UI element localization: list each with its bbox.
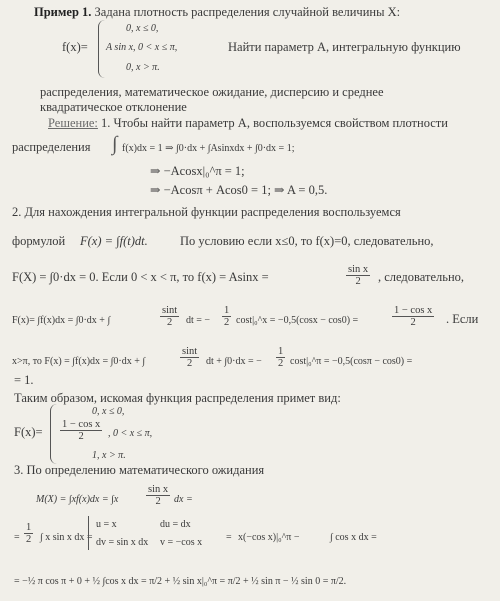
fraction-half: $\frac{1}{2}$ — [26, 522, 32, 545]
step2-line-4a: F(x)= ∫f(x)dx = ∫0·dx + ∫ — [12, 315, 111, 326]
step2-line-5b: dt + ∫0·dx = − — [206, 356, 262, 367]
task-line-3: квадратическое отклонение — [40, 100, 187, 114]
density-case-2: A sin x, 0 < x ≤ π, — [106, 42, 178, 53]
sub-v: v = −cos x — [160, 537, 203, 548]
solution-step1-intro — [48, 116, 448, 131]
example-statement: Задана плотность распределения случайной величины Х: — [94, 5, 401, 19]
example-heading — [34, 5, 400, 20]
step3-line-1: 3. По определению математического ожидания — [14, 463, 265, 477]
fraction-sint-over-2-b: $\frac{\sin t}{2}$ — [182, 346, 198, 369]
task-line-1: Найти параметр А, интегральную функцию — [228, 40, 461, 54]
fraction-sinx-over-2-m: $\frac{\text{sin x}}{2}$ — [148, 484, 169, 507]
step2-line-3b: , следовательно, — [378, 270, 465, 284]
step1-intro-text: 1. Чтобы найти параметр А, воспользуемся свойством плотности — [101, 116, 448, 130]
cdf-fraction: $\frac{\text{1 − cos x}}{2}$ — [62, 419, 101, 442]
task-line-2: распределения, математическое ожидание, дисперсию и среднее — [40, 85, 384, 99]
step3-line-4: = −½ π cos π + 0 + ½ ∫cos x dx = π/2 + ½ sin x|₀^π = π/2 + ½ sin π − ½ sin 0 = π/2. — [14, 576, 347, 587]
example-label: Пример 1. — [34, 5, 92, 19]
step2-line-2a: формулой — [12, 234, 66, 248]
step3-line-2b: dx = — [174, 494, 193, 505]
step2-line-2c: По условию если x≤0, то f(x)=0, следовательно, — [180, 234, 434, 248]
cdf-brace — [50, 404, 57, 464]
fraction-1-over-2-b: $\frac{1}{2}$ — [278, 346, 284, 369]
step2-line-5c: cost|₀^π = −0,5(cosπ − cos0) = — [290, 356, 413, 367]
step3-line-3b: ∫ x sin x dx = — [40, 532, 93, 543]
cdf-case-1: 0, x ≤ 0, — [92, 406, 125, 417]
step2-line-4d: . Если — [446, 312, 479, 326]
fraction-sinx-over-2: $\frac{\text{sin x}}{2}$ — [348, 264, 369, 287]
sub-dv: dv = sin x dx — [96, 537, 149, 548]
step2-line-3a: F(X) = ∫0·dx = 0. Если 0 < x < π, то f(x) = Asinx = — [12, 270, 269, 284]
density-case-1: 0, x ≤ 0, — [126, 23, 159, 34]
step2-line-4b: dt = − — [186, 315, 211, 326]
density-lhs: f(x)= — [62, 40, 88, 54]
density-case-3: 0, x > π. — [126, 62, 160, 73]
step2-line-6: = 1. — [14, 373, 34, 387]
step3-line-3c: = — [226, 532, 232, 543]
step1-prefix: распределения — [12, 140, 91, 154]
density-brace — [98, 20, 105, 78]
step2-line-5a: x>π, то F(x) = ∫f(x)dx = ∫0·dx + ∫ — [12, 356, 146, 367]
step2-line-4c: cost|₀^x = −0,5(cosx − cos0) = — [236, 315, 359, 326]
cdf-lhs: F(x)= — [14, 425, 43, 439]
fraction-sint-over-2: $\frac{\sin t}{2}$ — [162, 305, 178, 328]
cdf-case-3: 1, x > π. — [92, 450, 126, 461]
solution-label: Решение: — [48, 116, 98, 130]
step3-line-3d: x(−cos x)|₀^π − — [238, 532, 300, 543]
fraction-1-cosx-over-2: $\frac{\text{1 − cos x}}{2}$ — [394, 305, 433, 328]
step1-line-2: ⇒ −Acosx|₀^π = 1; — [150, 164, 245, 178]
step3-line-2a: M(X) = ∫xf(x)dx = ∫x — [36, 494, 119, 505]
substitution-bar-left — [88, 516, 94, 550]
sub-u: u = x — [96, 519, 117, 530]
sub-du: du = dx — [160, 519, 191, 530]
step2-line-7: Таким образом, искомая функция распределения примет вид: — [14, 391, 341, 405]
step3-line-3e: ∫ cos x dx = — [330, 532, 377, 543]
step3-line-3a: = — [14, 532, 20, 543]
integral-sign: ∫ — [112, 133, 118, 155]
step1-formula: f(x)dx = 1 ⇒ ∫0·dx + ∫Asinxdx + ∫0·dx = 1; — [122, 143, 295, 154]
fraction-1-over-2: $\frac{1}{2}$ — [224, 305, 230, 328]
step2-line-2b: F(x) = ∫f(t)dt. — [80, 234, 148, 248]
cdf-case-2-tail: , 0 < x ≤ π, — [108, 428, 153, 439]
step1-line-3: ⇒ −Acosπ + Acos0 = 1; ⇒ A = 0,5. — [150, 183, 328, 197]
step2-line-1: 2. Для нахождения интегральной функции распределения воспользуемся — [12, 205, 401, 219]
